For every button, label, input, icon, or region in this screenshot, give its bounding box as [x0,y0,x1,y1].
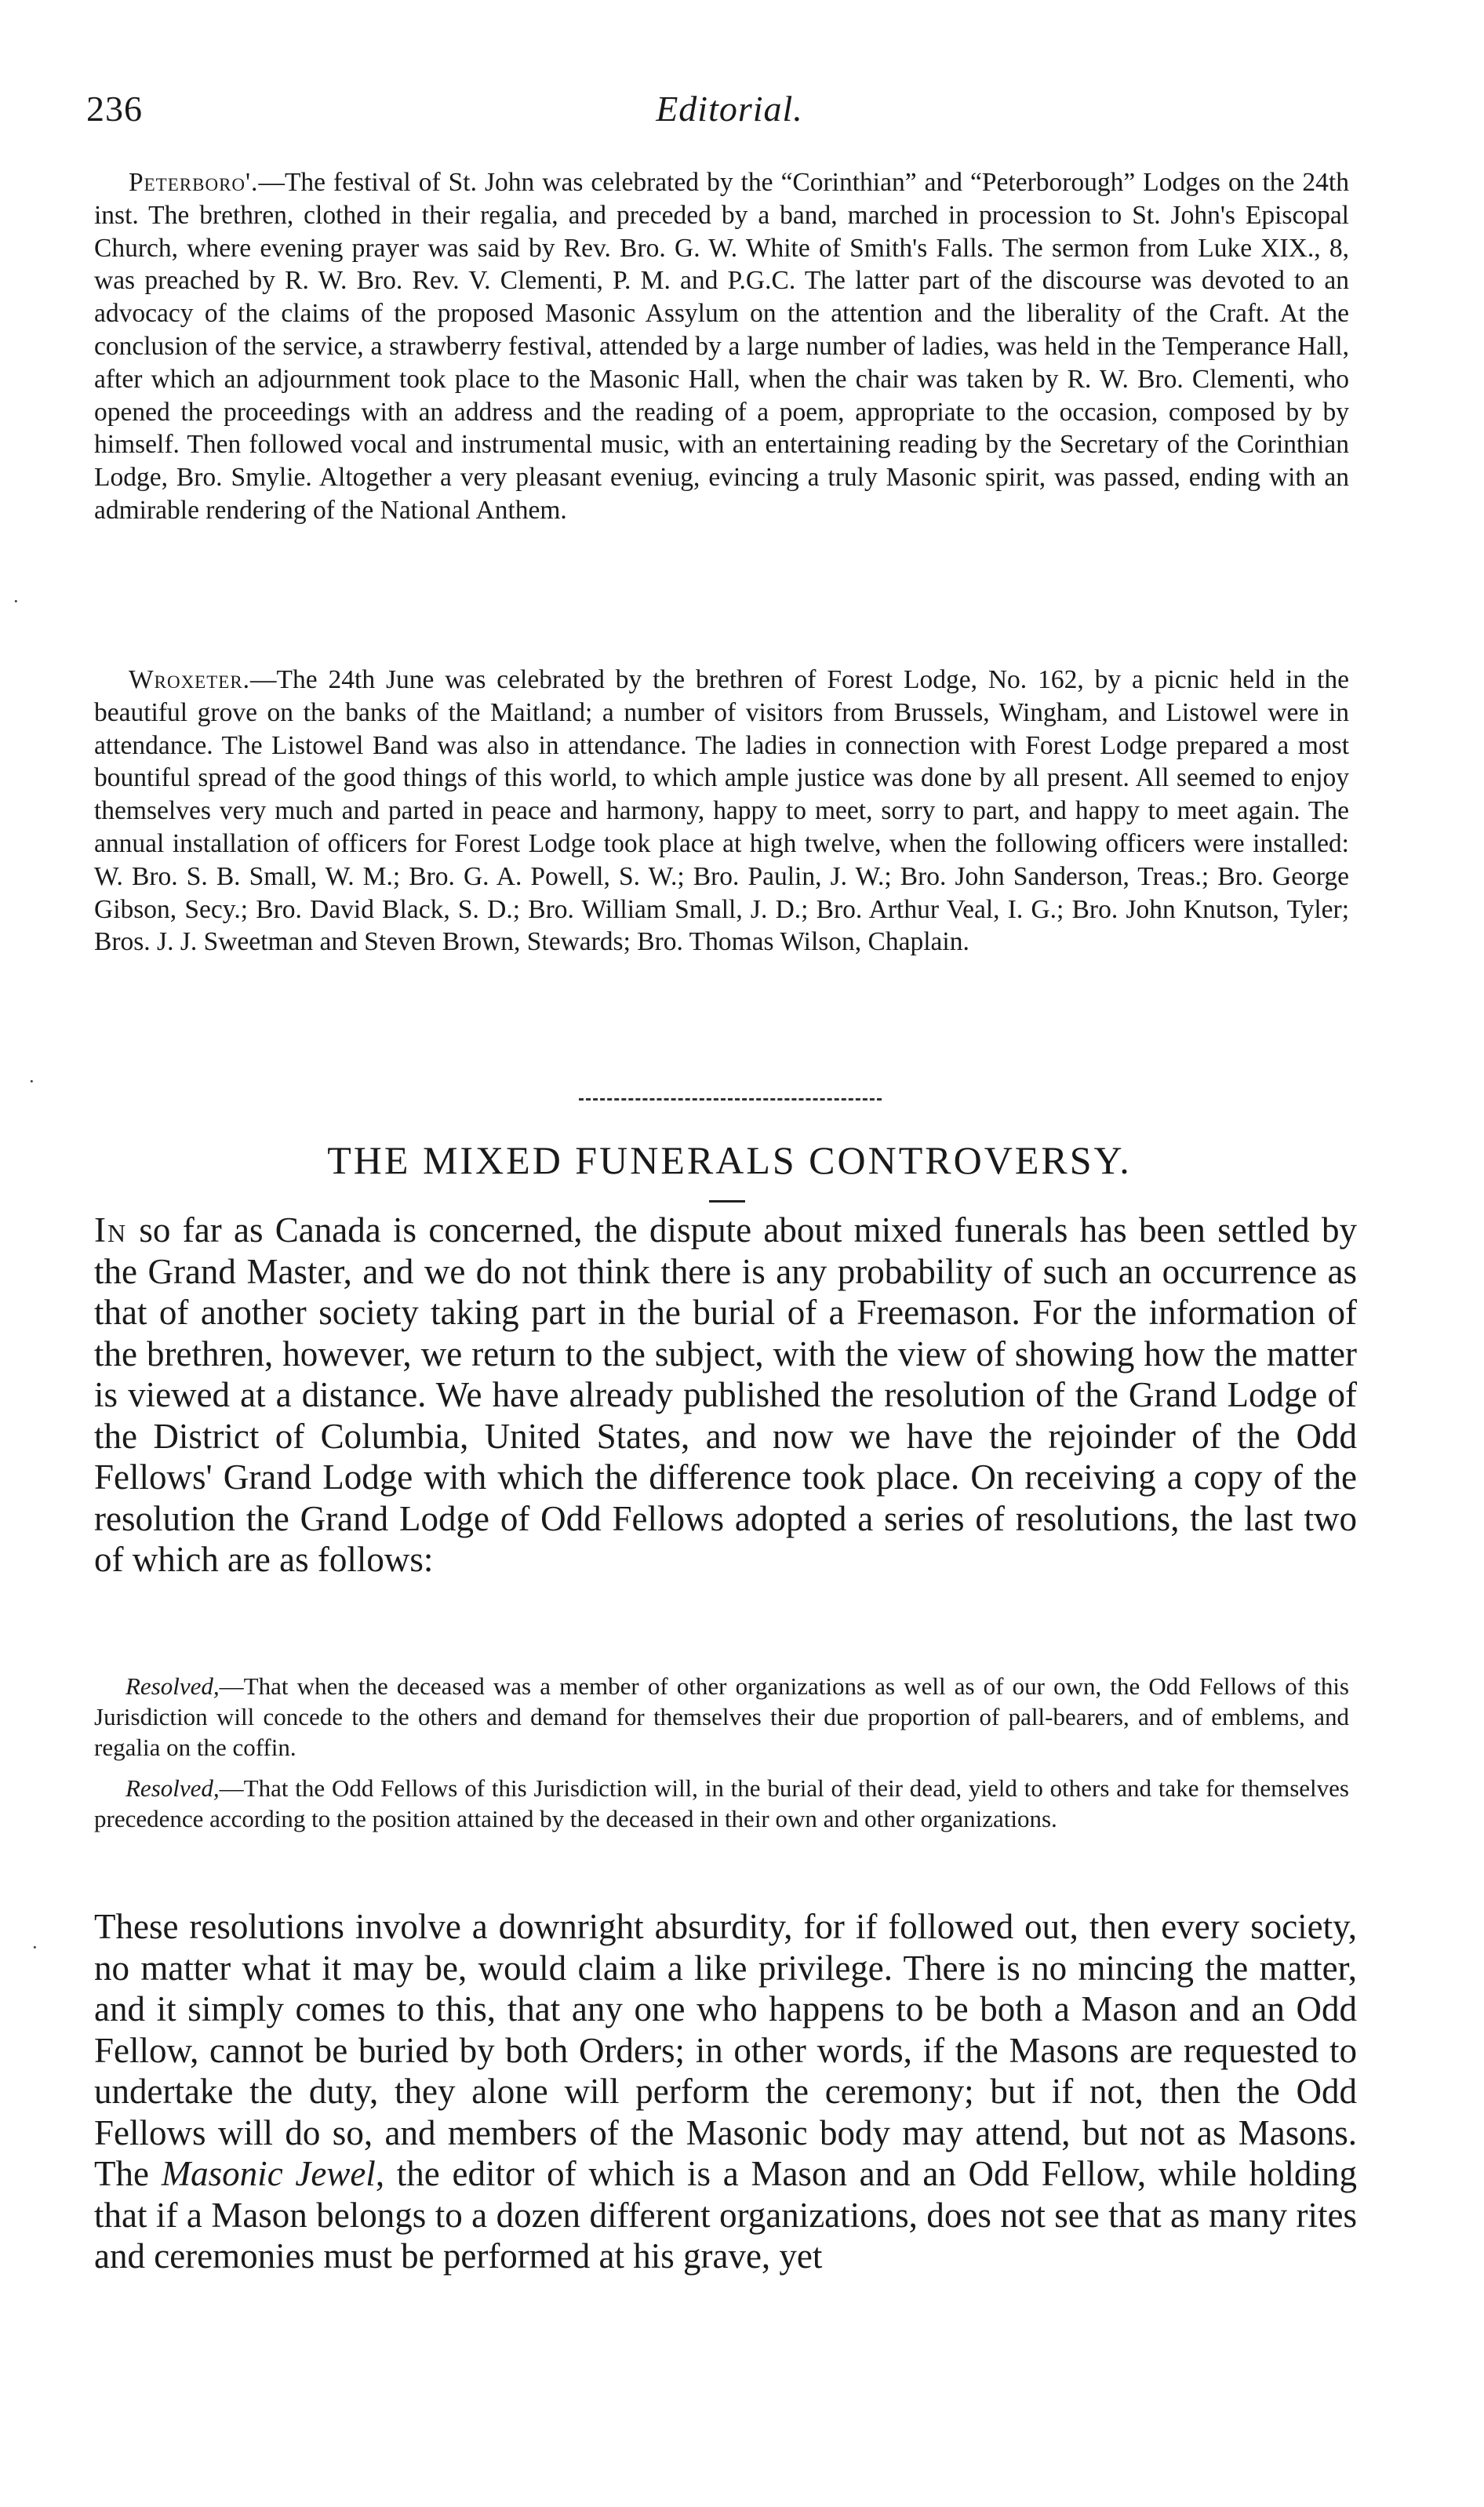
continuation-text-2: , the editor of which is a Mason and an Odd Fellow, while holding that if a Mason belongs to a dozen different organizations, does not see that as many rites and ceremonies must be performed at his grave, yet [94,2154,1357,2276]
report-place: Wroxeter. [129,665,251,694]
report-text: —The 24th June was celebrated by the brethren of Forest Lodge, No. 162, by a picnic held in the beautiful grove on the banks of the Maitland; a number of visitors from Brussels, Wingham, and Listowel were in attendance. The Listowel Band was also in attendance. The ladies in connection with Forest Lodge prepared a most bountiful spread of the good things of this world, to which ample justice was done by all present. All seemed to enjoy themselves very much and parted in peace and harmony, happy to meet, sorry to part, and happy to meet again. The annual installation of officers for Forest Lodge took place at high twelve, when the following officers were installed: W. Bro. S. B. Small, W. M.; Bro. G. A. Powell, S. W.; Bro. Paulin, J. W.; Bro. John Sanderson, Treas.; Bro. George Gibson, Secy.; Bro. David Black, S. D.; Bro. William Small, J. D.; Bro. Arthur Veal, I. G.; Bro. John Knutson, Tyler; Bros. J. J. Sweetman and Steven Brown, Stewards; Bro. Thomas Wilson, Chaplain. [94,665,1349,957]
resolution-text: —That when the deceased was a member of other organizations as well as of our own, the Odd Fellows of this Jurisdiction will concede to the others and demand for themselves their due proportion of pall-bearers, and of emblems, and regalia on the coffin. [94,1672,1349,1762]
resolution-text: —That the Odd Fellows of this Jurisdiction will, in the burial of their dead, yield to others and take for themselves precedence according to the position attained by the deceased in their own and other organizations. [94,1774,1349,1832]
title-rule [709,1200,745,1203]
lodge-report-peterboro [94,166,1349,527]
print-speck: · [13,590,20,613]
report-text: —The festival of St. John was celebrated by the “Corinthian” and “Peterborough” Lodges on the 24th inst. The brethren, clothed in their regalia, and preceded by a band, marched in procession to St. John's Episcopal Church, where evening prayer was said by Rev. Bro. G. W. White of Smith's Falls. The sermon from Luke XIX., 8, was preached by R. W. Bro. Rev. V. Clementi, P. M. and P.G.C. The latter part of the discourse was devoted to an advocacy of the claims of the proposed Masonic Assylum on the attention and the liberality of the Craft. At the conclusion of the service, a strawberry festival, attended by a large number of ladies, was held in the Temperance Hall, after which an adjournment took place to the Masonic Hall, when the chair was taken by R. W. Bro. Clementi, who opened the proceedings with an address and the reading of a poem, appropriate to the occasion, composed by by himself. Then followed vocal and instrumental music, with an entertaining reading by the Secretary of the Corinthian Lodge, Bro. Smylie. Altogether a very pleasant eveniug, evincing a truly Masonic spirit, was passed, ending with an admirable rendering of the National Anthem. [94,168,1349,525]
resolution [94,1773,1349,1834]
print-speck: · [28,1070,35,1093]
continuation-text: These resolutions involve a downright absurdity, for if followed out, then every society, no matter what it may be, would claim a like privilege. There is no mincing the matter, and it simply comes to this, that any one who happens to be both a Mason and an Odd Fellow, cannot be buried by both Orders; in other words, if the Masons are requested to undertake the duty, they alone will perform the ceremony; but if not, then the Odd Fellows will do so, and members of the Masonic body may attend, but not as Masons. The [94,1907,1357,2193]
lodge-report-wroxeter [94,664,1349,959]
section-divider [579,1098,882,1101]
report-place: Peterboro'. [129,168,259,197]
article-intro [94,1210,1357,1581]
article-continuation [94,1906,1357,2277]
running-title: Editorial. [656,89,803,129]
resolution-lead: Resolved, [125,1672,220,1700]
page-number: 236 [86,89,143,129]
resolutions-block [94,1671,1349,1843]
intro-first-word: In [94,1210,128,1250]
print-speck: · [31,1936,38,1959]
intro-text: so far as Canada is concerned, the dispute about mixed funerals has been settled by the Grand Master, and we do not think there is any probability of such an occurrence as that of another society taking part in the burial of a Freemason. For the information of the brethren, however, we return to the subject, with the view of showing how the matter is viewed at a distance. We have already published the resolution of the Grand Lodge of the District of Columbia, United States, and now we have the rejoinder of the Odd Fellows' Grand Lodge with which the difference took place. On receiving a copy of the resolution the Grand Lodge of Odd Fellows adopted a series of resolutions, the last two of which are as follows: [94,1210,1357,1579]
article-title: THE MIXED FUNERALS CONTROVERSY. [327,1138,1132,1182]
resolution [94,1671,1349,1763]
page-header [86,88,1373,143]
journal-name: Masonic Jewel [161,2154,376,2193]
resolution-lead: Resolved, [125,1774,220,1802]
